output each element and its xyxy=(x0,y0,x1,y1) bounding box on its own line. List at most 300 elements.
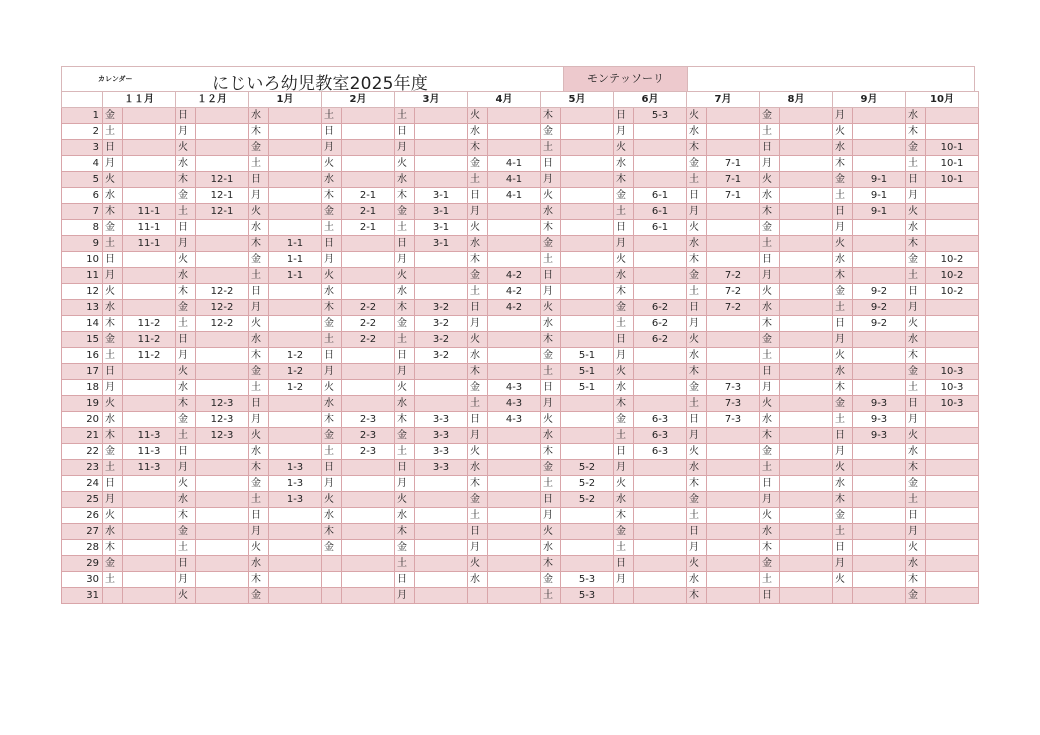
lesson-code-cell xyxy=(561,220,614,236)
lesson-code-cell xyxy=(488,108,541,124)
weekday-cell: 金 xyxy=(541,124,561,140)
weekday-cell: 金 xyxy=(468,380,488,396)
weekday-cell: 土 xyxy=(322,108,342,124)
lesson-code-cell xyxy=(634,476,687,492)
weekday-cell: 火 xyxy=(468,332,488,348)
lesson-code-cell xyxy=(123,188,176,204)
lesson-code-cell xyxy=(196,220,249,236)
weekday-cell: 木 xyxy=(760,540,780,556)
weekday-cell: 木 xyxy=(468,476,488,492)
lesson-code-cell xyxy=(853,348,906,364)
lesson-code-cell xyxy=(415,556,468,572)
lesson-code-cell: 3-1 xyxy=(415,220,468,236)
lesson-code-cell xyxy=(634,540,687,556)
weekday-cell: 日 xyxy=(687,524,707,540)
weekday-cell: 火 xyxy=(760,284,780,300)
lesson-code-cell xyxy=(269,188,322,204)
date-number: 2 xyxy=(62,124,103,140)
weekday-cell: 金 xyxy=(760,332,780,348)
lesson-code-cell xyxy=(780,412,833,428)
lesson-code-cell: 2-2 xyxy=(342,332,395,348)
lesson-code-cell xyxy=(269,556,322,572)
lesson-code-cell xyxy=(707,252,760,268)
weekday-cell: 水 xyxy=(322,284,342,300)
lesson-code-cell xyxy=(269,444,322,460)
weekday-cell: 日 xyxy=(760,364,780,380)
weekday-cell: 土 xyxy=(249,268,269,284)
weekday-cell: 金 xyxy=(249,364,269,380)
lesson-code-cell: 1-2 xyxy=(269,380,322,396)
lesson-code-cell xyxy=(853,236,906,252)
lesson-code-cell xyxy=(707,316,760,332)
weekday-cell: 火 xyxy=(614,140,634,156)
lesson-code-cell xyxy=(342,508,395,524)
weekday-cell: 月 xyxy=(760,380,780,396)
weekday-cell: 水 xyxy=(541,540,561,556)
table-row xyxy=(62,428,979,444)
lesson-code-cell xyxy=(561,540,614,556)
weekday-cell: 金 xyxy=(176,188,196,204)
weekday-cell: 日 xyxy=(468,300,488,316)
weekday-cell: 火 xyxy=(906,204,926,220)
weekday-cell: 土 xyxy=(103,124,123,140)
lesson-code-cell xyxy=(561,316,614,332)
lesson-code-cell xyxy=(269,332,322,348)
table-row xyxy=(62,268,979,284)
weekday-cell: 火 xyxy=(687,220,707,236)
lesson-code-cell xyxy=(780,108,833,124)
weekday-cell: 月 xyxy=(906,300,926,316)
lesson-code-cell xyxy=(123,108,176,124)
weekday-cell: 木 xyxy=(395,524,415,540)
table-row xyxy=(62,220,979,236)
weekday-cell: 土 xyxy=(687,172,707,188)
month-header: 7月 xyxy=(687,92,760,108)
weekday-cell: 水 xyxy=(395,172,415,188)
lesson-code-cell: 3-3 xyxy=(415,444,468,460)
lesson-code-cell: 3-2 xyxy=(415,348,468,364)
lesson-code-cell: 4-2 xyxy=(488,284,541,300)
lesson-code-cell xyxy=(926,572,979,588)
lesson-code-cell xyxy=(269,156,322,172)
lesson-code-cell: 4-1 xyxy=(488,156,541,172)
weekday-cell: 月 xyxy=(468,540,488,556)
weekday-cell: 木 xyxy=(249,572,269,588)
lesson-code-cell xyxy=(342,524,395,540)
date-number: 19 xyxy=(62,396,103,412)
weekday-cell: 月 xyxy=(687,428,707,444)
lesson-code-cell xyxy=(196,108,249,124)
weekday-cell: 月 xyxy=(760,268,780,284)
lesson-code-cell xyxy=(780,492,833,508)
weekday-cell: 月 xyxy=(176,124,196,140)
table-row xyxy=(62,124,979,140)
lesson-code-cell xyxy=(634,348,687,364)
weekday-cell: 月 xyxy=(322,140,342,156)
weekday-cell: 土 xyxy=(833,300,853,316)
lesson-code-cell xyxy=(707,572,760,588)
lesson-code-cell xyxy=(269,428,322,444)
lesson-code-cell xyxy=(926,348,979,364)
table-row xyxy=(62,460,979,476)
weekday-cell: 金 xyxy=(614,300,634,316)
lesson-code-cell xyxy=(488,428,541,444)
lesson-code-cell xyxy=(123,412,176,428)
weekday-cell: 土 xyxy=(103,460,123,476)
lesson-code-cell xyxy=(123,588,176,604)
date-number: 12 xyxy=(62,284,103,300)
lesson-code-cell xyxy=(488,524,541,540)
weekday-cell: 金 xyxy=(614,188,634,204)
date-number: 6 xyxy=(62,188,103,204)
weekday-cell: 水 xyxy=(541,428,561,444)
weekday-cell: 火 xyxy=(614,476,634,492)
lesson-code-cell: 10-1 xyxy=(926,140,979,156)
lesson-code-cell: 3-3 xyxy=(415,460,468,476)
lesson-code-cell xyxy=(123,508,176,524)
lesson-code-cell: 12-2 xyxy=(196,316,249,332)
lesson-code-cell: 6-1 xyxy=(634,204,687,220)
weekday-cell: 月 xyxy=(906,524,926,540)
calendar-label: カレンダー xyxy=(98,75,133,83)
weekday-cell: 土 xyxy=(468,396,488,412)
lesson-code-cell: 10-1 xyxy=(926,156,979,172)
weekday-cell: 水 xyxy=(760,300,780,316)
weekday-cell: 木 xyxy=(322,188,342,204)
lesson-code-cell xyxy=(780,428,833,444)
date-number: 31 xyxy=(62,588,103,604)
lesson-code-cell xyxy=(415,108,468,124)
lesson-code-cell xyxy=(196,252,249,268)
table-row xyxy=(62,540,979,556)
lesson-code-cell xyxy=(780,444,833,460)
date-number: 22 xyxy=(62,444,103,460)
lesson-code-cell: 5-1 xyxy=(561,380,614,396)
weekday-cell: 月 xyxy=(249,300,269,316)
weekday-cell: 火 xyxy=(906,316,926,332)
weekday-cell: 火 xyxy=(541,300,561,316)
lesson-code-cell xyxy=(780,316,833,332)
lesson-code-cell xyxy=(853,524,906,540)
weekday-cell: 土 xyxy=(322,220,342,236)
weekday-cell: 日 xyxy=(614,444,634,460)
lesson-code-cell xyxy=(853,492,906,508)
lesson-code-cell xyxy=(488,460,541,476)
weekday-cell: 火 xyxy=(906,540,926,556)
lesson-code-cell xyxy=(488,588,541,604)
weekday-cell: 月 xyxy=(322,476,342,492)
lesson-code-cell xyxy=(926,428,979,444)
weekday-cell: 水 xyxy=(468,348,488,364)
weekday-cell: 水 xyxy=(176,380,196,396)
lesson-code-cell xyxy=(269,572,322,588)
lesson-code-cell: 3-1 xyxy=(415,204,468,220)
weekday-cell: 水 xyxy=(395,508,415,524)
date-number: 18 xyxy=(62,380,103,396)
weekday-cell: 土 xyxy=(760,124,780,140)
lesson-code-cell: 6-1 xyxy=(634,220,687,236)
month-header-row xyxy=(62,92,979,108)
lesson-code-cell xyxy=(196,540,249,556)
date-number: 28 xyxy=(62,540,103,556)
weekday-cell: 水 xyxy=(176,492,196,508)
lesson-code-cell xyxy=(634,172,687,188)
weekday-cell: 火 xyxy=(468,556,488,572)
lesson-code-cell: 4-1 xyxy=(488,172,541,188)
lesson-code-cell xyxy=(561,140,614,156)
lesson-code-cell xyxy=(780,300,833,316)
weekday-cell: 木 xyxy=(833,268,853,284)
lesson-code-cell xyxy=(342,348,395,364)
lesson-code-cell xyxy=(853,540,906,556)
date-number: 29 xyxy=(62,556,103,572)
lesson-code-cell xyxy=(634,508,687,524)
weekday-cell: 土 xyxy=(541,252,561,268)
lesson-code-cell xyxy=(926,476,979,492)
weekday-cell: 金 xyxy=(687,268,707,284)
lesson-code-cell xyxy=(123,124,176,140)
weekday-cell: 土 xyxy=(906,380,926,396)
table-row xyxy=(62,108,979,124)
weekday-cell: 木 xyxy=(468,364,488,380)
lesson-code-cell: 4-3 xyxy=(488,380,541,396)
lesson-code-cell: 9-1 xyxy=(853,172,906,188)
lesson-code-cell xyxy=(780,396,833,412)
lesson-code-cell: 2-3 xyxy=(342,412,395,428)
lesson-code-cell xyxy=(196,156,249,172)
weekday-cell: 金 xyxy=(760,444,780,460)
weekday-cell xyxy=(103,588,123,604)
weekday-cell: 日 xyxy=(614,556,634,572)
weekday-cell: 木 xyxy=(906,236,926,252)
weekday-cell: 土 xyxy=(395,220,415,236)
weekday-cell: 火 xyxy=(395,156,415,172)
lesson-code-cell xyxy=(342,236,395,252)
lesson-code-cell xyxy=(269,412,322,428)
weekday-cell: 火 xyxy=(541,188,561,204)
weekday-cell: 日 xyxy=(614,220,634,236)
weekday-cell: 月 xyxy=(906,412,926,428)
weekday-cell: 土 xyxy=(614,540,634,556)
lesson-code-cell: 9-1 xyxy=(853,188,906,204)
weekday-cell: 日 xyxy=(906,284,926,300)
weekday-cell: 日 xyxy=(687,300,707,316)
weekday-cell: 水 xyxy=(103,412,123,428)
lesson-code-cell: 2-2 xyxy=(342,300,395,316)
lesson-code-cell xyxy=(561,444,614,460)
weekday-cell: 月 xyxy=(395,140,415,156)
date-number: 13 xyxy=(62,300,103,316)
lesson-code-cell xyxy=(707,204,760,220)
lesson-code-cell: 1-1 xyxy=(269,268,322,284)
lesson-code-cell: 3-1 xyxy=(415,188,468,204)
table-row xyxy=(62,300,979,316)
weekday-cell: 日 xyxy=(760,588,780,604)
weekday-cell: 水 xyxy=(614,492,634,508)
lesson-code-cell xyxy=(780,364,833,380)
lesson-code-cell xyxy=(488,540,541,556)
lesson-code-cell xyxy=(926,300,979,316)
weekday-cell: 金 xyxy=(103,444,123,460)
weekday-cell xyxy=(322,572,342,588)
table-row xyxy=(62,396,979,412)
weekday-cell: 火 xyxy=(760,396,780,412)
lesson-code-cell xyxy=(269,204,322,220)
weekday-cell: 日 xyxy=(833,540,853,556)
corner-cell xyxy=(62,92,103,108)
lesson-code-cell xyxy=(342,252,395,268)
lesson-code-cell xyxy=(853,588,906,604)
weekday-cell: 水 xyxy=(906,332,926,348)
weekday-cell: 金 xyxy=(103,108,123,124)
weekday-cell: 月 xyxy=(614,124,634,140)
month-header: 4月 xyxy=(468,92,541,108)
weekday-cell: 木 xyxy=(395,412,415,428)
lesson-code-cell xyxy=(123,476,176,492)
weekday-cell: 木 xyxy=(176,284,196,300)
weekday-cell: 日 xyxy=(395,572,415,588)
weekday-cell: 土 xyxy=(395,332,415,348)
weekday-cell: 月 xyxy=(541,396,561,412)
lesson-code-cell xyxy=(707,476,760,492)
lesson-code-cell xyxy=(707,492,760,508)
weekday-cell: 金 xyxy=(614,412,634,428)
weekday-cell: 月 xyxy=(103,268,123,284)
weekday-cell: 木 xyxy=(103,204,123,220)
weekday-cell: 土 xyxy=(833,188,853,204)
lesson-code-cell xyxy=(853,460,906,476)
weekday-cell: 水 xyxy=(687,348,707,364)
weekday-cell: 木 xyxy=(760,428,780,444)
lesson-code-cell xyxy=(269,396,322,412)
weekday-cell: 日 xyxy=(395,124,415,140)
table-row xyxy=(62,380,979,396)
weekday-cell: 火 xyxy=(760,508,780,524)
weekday-cell: 水 xyxy=(687,236,707,252)
weekday-cell: 金 xyxy=(468,268,488,284)
weekday-cell: 月 xyxy=(249,188,269,204)
weekday-cell: 日 xyxy=(249,396,269,412)
weekday-cell: 金 xyxy=(468,492,488,508)
weekday-cell: 月 xyxy=(687,540,707,556)
weekday-cell: 日 xyxy=(322,348,342,364)
date-number: 20 xyxy=(62,412,103,428)
lesson-code-cell xyxy=(853,108,906,124)
weekday-cell: 金 xyxy=(322,204,342,220)
lesson-code-cell xyxy=(561,204,614,220)
lesson-code-cell xyxy=(342,364,395,380)
weekday-cell: 金 xyxy=(395,540,415,556)
lesson-code-cell xyxy=(707,348,760,364)
lesson-code-cell xyxy=(853,268,906,284)
weekday-cell: 木 xyxy=(541,220,561,236)
lesson-code-cell xyxy=(488,572,541,588)
weekday-cell: 木 xyxy=(687,588,707,604)
lesson-code-cell: 3-2 xyxy=(415,332,468,348)
table-row xyxy=(62,252,979,268)
month-header: 6月 xyxy=(614,92,687,108)
lesson-code-cell xyxy=(342,556,395,572)
lesson-code-cell: 6-2 xyxy=(634,332,687,348)
lesson-code-cell xyxy=(634,588,687,604)
weekday-cell: 木 xyxy=(833,156,853,172)
lesson-code-cell: 6-1 xyxy=(634,188,687,204)
weekday-cell: 金 xyxy=(614,524,634,540)
lesson-code-cell xyxy=(415,172,468,188)
lesson-code-cell xyxy=(342,540,395,556)
weekday-cell: 水 xyxy=(322,508,342,524)
weekday-cell: 金 xyxy=(906,364,926,380)
weekday-cell: 木 xyxy=(833,380,853,396)
lesson-code-cell: 5-1 xyxy=(561,364,614,380)
weekday-cell: 月 xyxy=(833,332,853,348)
lesson-code-cell xyxy=(269,108,322,124)
weekday-cell: 金 xyxy=(906,588,926,604)
lesson-code-cell xyxy=(196,380,249,396)
lesson-code-cell xyxy=(780,380,833,396)
lesson-code-cell xyxy=(561,124,614,140)
lesson-code-cell xyxy=(707,588,760,604)
date-number: 23 xyxy=(62,460,103,476)
weekday-cell: 水 xyxy=(176,156,196,172)
lesson-code-cell xyxy=(415,396,468,412)
lesson-code-cell: 7-1 xyxy=(707,156,760,172)
lesson-code-cell xyxy=(415,140,468,156)
lesson-code-cell: 3-1 xyxy=(415,236,468,252)
weekday-cell: 火 xyxy=(322,492,342,508)
weekday-cell: 金 xyxy=(176,524,196,540)
weekday-cell: 金 xyxy=(833,284,853,300)
lesson-code-cell xyxy=(707,236,760,252)
weekday-cell: 日 xyxy=(322,236,342,252)
lesson-code-cell xyxy=(634,380,687,396)
weekday-cell: 土 xyxy=(760,460,780,476)
table-row xyxy=(62,444,979,460)
weekday-cell: 月 xyxy=(541,172,561,188)
weekday-cell: 日 xyxy=(614,332,634,348)
weekday-cell: 金 xyxy=(687,492,707,508)
weekday-cell: 金 xyxy=(103,332,123,348)
lesson-code-cell xyxy=(561,412,614,428)
lesson-code-cell xyxy=(269,220,322,236)
weekday-cell: 火 xyxy=(541,412,561,428)
weekday-cell: 火 xyxy=(322,156,342,172)
weekday-cell: 火 xyxy=(833,572,853,588)
lesson-code-cell xyxy=(196,524,249,540)
weekday-cell: 月 xyxy=(833,444,853,460)
weekday-cell: 火 xyxy=(541,524,561,540)
lesson-code-cell xyxy=(342,492,395,508)
weekday-cell: 月 xyxy=(833,220,853,236)
month-header: 2月 xyxy=(322,92,395,108)
weekday-cell: 日 xyxy=(760,252,780,268)
lesson-code-cell xyxy=(561,556,614,572)
month-header: 9月 xyxy=(833,92,906,108)
weekday-cell: 土 xyxy=(395,444,415,460)
lesson-code-cell: 12-1 xyxy=(196,204,249,220)
lesson-code-cell xyxy=(561,508,614,524)
lesson-code-cell xyxy=(196,268,249,284)
lesson-code-cell xyxy=(342,460,395,476)
date-number: 14 xyxy=(62,316,103,332)
weekday-cell: 金 xyxy=(760,108,780,124)
weekday-cell: 金 xyxy=(322,316,342,332)
month-header: 10月 xyxy=(906,92,979,108)
lesson-code-cell: 3-3 xyxy=(415,428,468,444)
weekday-cell: 木 xyxy=(103,316,123,332)
date-number: 1 xyxy=(62,108,103,124)
lesson-code-cell xyxy=(196,348,249,364)
